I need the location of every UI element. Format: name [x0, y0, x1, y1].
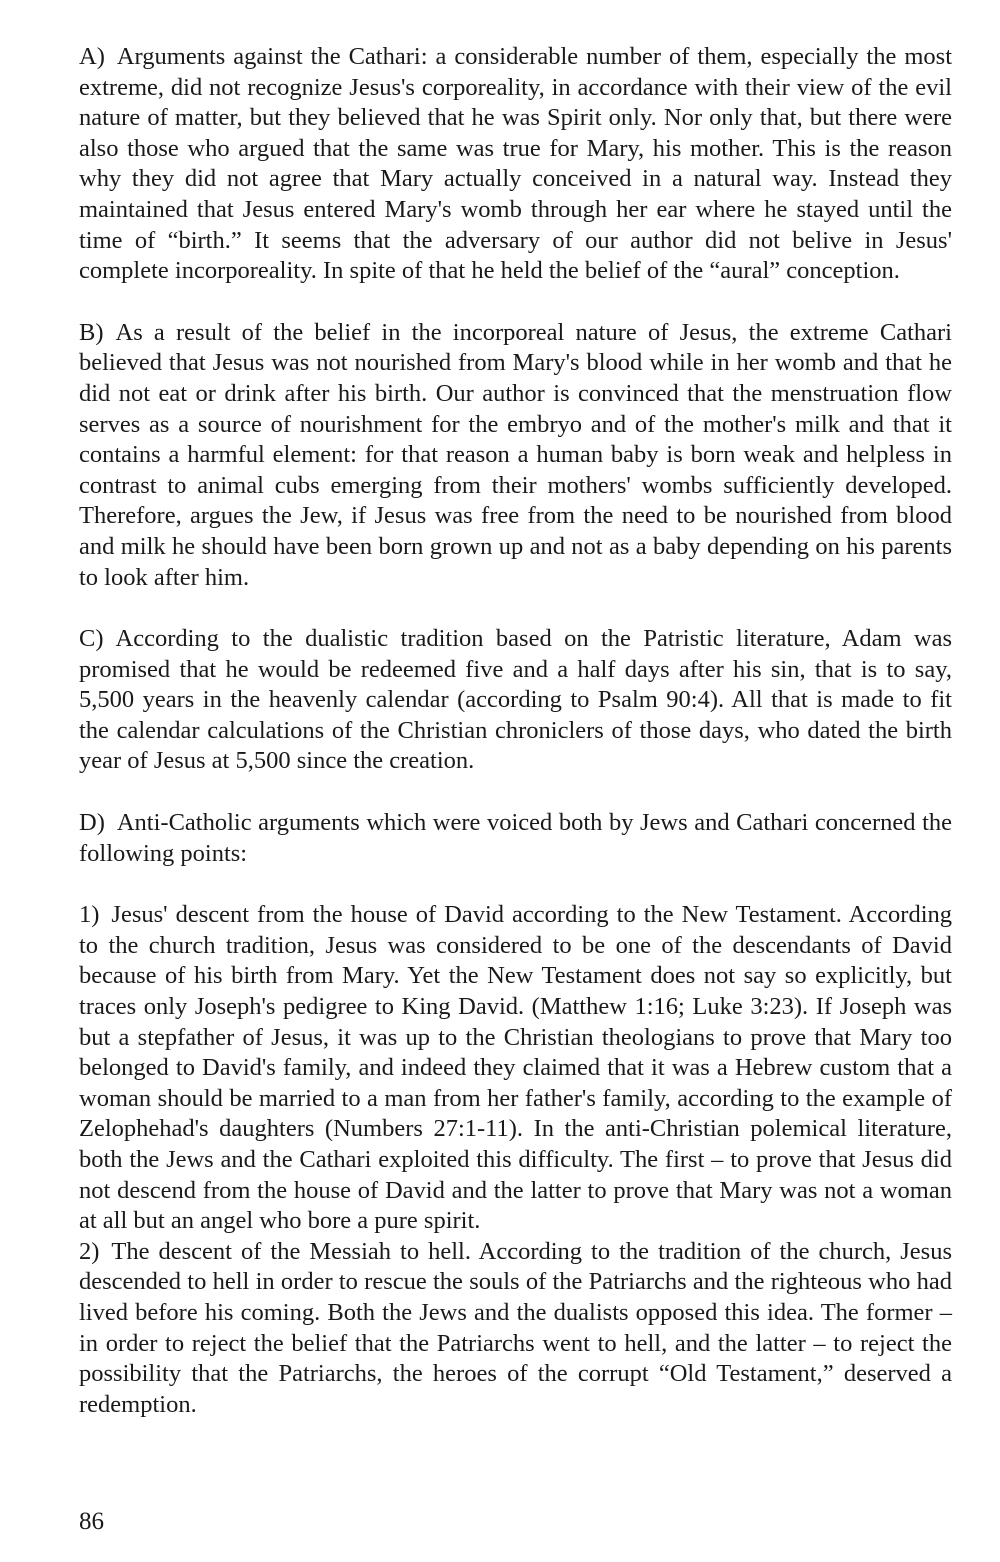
- paragraph-d: [79, 808, 952, 869]
- paragraph-label: B): [79, 318, 104, 346]
- paragraph-text: As a result of the belief in the incorporeal nature of Jesus, the extreme Cathari believed that Jesus was not nourished from Mary's blood while in her womb and that he did not eat or drink after his birth. Our author is convinced that the menstruation flow serves as a source of nourishment for the embryo and of the mother's milk and that it contains a harmful element: for that reason a human baby is born weak and helpless in contrast to animal cubs emerging from their mothers' wombs sufficiently developed. Therefore, argues the Jew, if Jesus was free from the need to be nourished from blood and milk he should have been born grown up and not as a baby depending on his parents to look after him.: [79, 318, 952, 591]
- paragraph-label: A): [79, 43, 105, 70]
- paragraph-text: According to the dualistic tradition based on the Patristic literature, Adam was promised that he would be redeemed five and a half days after his sin, that is to say, 5,500 years in the heavenly calendar (according to Psalm 90:4). All that is made to fit the calendar calculations of the Christian chroniclers of those days, who dated the birth year of Jesus at 5,500 since the creation.: [79, 625, 952, 775]
- list-item-text: Jesus' descent from the house of David according to the New Testament. According to the church tradition, Jesus was considered to be one of the descendants of David because of his birth from Mary. Yet the New Testament does not say so explicitly, but traces only Joseph's pedigree to King David. (Matthew 1:16; Luke 3:23). If Joseph was but a stepfather of Jesus, it was up to the Christian theologians to prove that Mary too belonged to David's family, and indeed they claimed that it was a Hebrew custom that a woman should be married to a man from her father's family, according to the example of Zelophehad's daughters (Numbers 27:1-11). In the anti-Christian polemical literature, both the Jews and the Cathari exploited this difficulty. The first – to prove that Jesus did not descend from the house of David and the latter to prove that Mary was not a woman at all but an angel who bore a pure spirit.: [79, 901, 952, 1235]
- paragraph-label: D): [79, 809, 105, 837]
- page-body: [79, 42, 952, 1420]
- list-item-2: [79, 1237, 952, 1421]
- paragraph-text: Arguments against the Cathari: a considerable number of them, especially the most extreme, did not recognize Jesus's corporeality, in accordance with their view of the evil nature of matter, but they believed that he was Spirit only. Nor only that, but there were also those who argued that the same was true for Mary, his mother. This is the reason why they did not agree that Mary actually conceived in a natural way. Instead they maintained that Jesus entered Mary's womb through her ear where he stayed until the time of “birth.” It seems that the adversary of our author did not belive in Jesus' complete incorporeality. In spite of that he held the belief of the “aural” conception.: [79, 43, 952, 285]
- list-item-1: [79, 900, 952, 1237]
- paragraph-label: C): [79, 625, 104, 653]
- paragraph-c: [79, 624, 952, 777]
- paragraph-b: [79, 318, 952, 593]
- list-item-text: The descent of the Messiah to hell. According to the tradition of the church, Jesus descended to hell in order to rescue the souls of the Patriarchs and the righteous who had lived before his coming. Both the Jews and the dualists opposed this idea. The former – in order to reject the belief that the Patriarchs went to hell, and the latter – to reject the possibility that the Patriarchs, the heroes of the corrupt “Old Testament,” deserved a redemption.: [79, 1237, 952, 1418]
- page-number: 86: [79, 1508, 104, 1535]
- paragraph-a: [79, 42, 952, 287]
- paragraph-text: Anti-Catholic arguments which were voiced both by Jews and Cathari concerned the following points:: [79, 809, 952, 867]
- list-item-label: 1): [79, 901, 100, 929]
- list-item-label: 2): [79, 1237, 100, 1265]
